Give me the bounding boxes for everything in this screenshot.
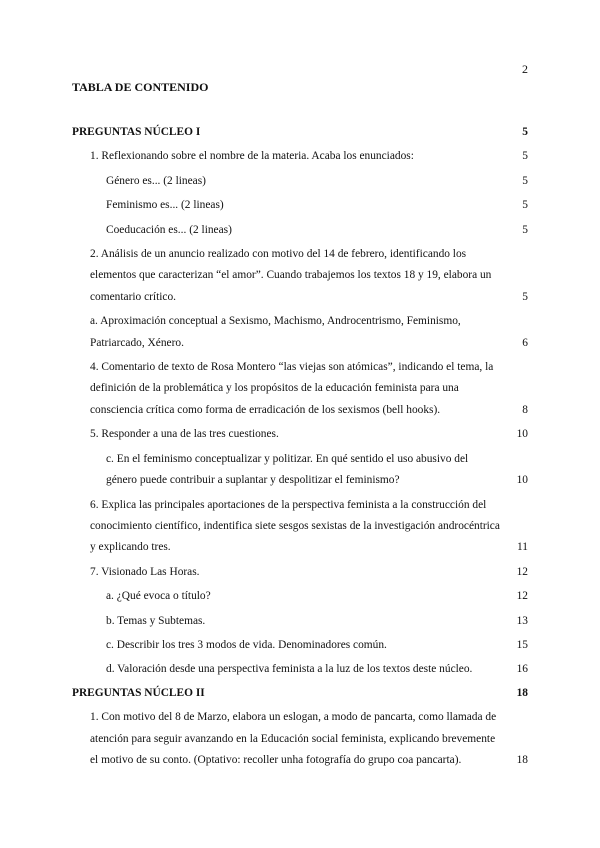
toc-entry-page: 5 bbox=[522, 223, 528, 236]
toc-entry-text: Género es... (2 lineas) bbox=[106, 174, 206, 187]
toc-entry-text: a. Aproximación conceptual a Sexismo, Machismo, Androcentrismo, Feminismo, Patriarcado, Xénero. bbox=[90, 315, 461, 349]
toc-entry[interactable] bbox=[72, 311, 528, 354]
toc-entry[interactable] bbox=[72, 220, 528, 241]
toc-entry[interactable] bbox=[72, 146, 528, 167]
toc-entry-text: 2. Análisis de un anuncio realizado con motivo del 14 de febrero, identificando los elementos que caracterizan “el amor”. Cuando trabajemos los textos 18 y 19, elabora un comentario crítico. bbox=[90, 248, 492, 303]
toc-entry-text: 6. Explica las principales aportaciones de la perspectiva feminista a la construcción del conocimiento científico, indentifica siete sesgos sexistas de la investigación androcéntrica y explicando tres. bbox=[90, 498, 500, 554]
toc-entry-text: c. En el feminismo conceptualizar y politizar. En qué sentido el uso abusivo del género puede contribuir a suplantar y despolitizar el feminismo? bbox=[106, 452, 469, 487]
toc-entry[interactable] bbox=[72, 195, 528, 216]
toc-entry-text: PREGUNTAS NÚCLEO I bbox=[72, 126, 201, 138]
toc-entry-nucleo-1[interactable] bbox=[72, 122, 528, 143]
toc-entry-page: 12 bbox=[516, 565, 528, 578]
toc-entry-page: 5 bbox=[522, 126, 528, 138]
toc-entry-text: c. Describir los tres 3 modos de vida. Denominadores común. bbox=[106, 638, 387, 651]
toc-entry-page: 18 bbox=[516, 686, 528, 699]
toc-entry[interactable] bbox=[72, 707, 528, 771]
toc-entry-page: 10 bbox=[516, 428, 528, 441]
toc-entry-page: 12 bbox=[516, 590, 528, 603]
toc-entry[interactable] bbox=[72, 424, 528, 445]
toc-entry[interactable] bbox=[72, 635, 528, 656]
toc-entry[interactable] bbox=[72, 449, 528, 492]
toc-entry-text: d. Valoración desde una perspectiva feminista a la luz de los textos deste núcleo. bbox=[106, 663, 473, 676]
page-number: 2 bbox=[522, 62, 528, 76]
toc-entry[interactable] bbox=[72, 562, 528, 583]
toc-entry-text: b. Temas y Subtemas. bbox=[106, 614, 206, 627]
toc-entry-text: Feminismo es... (2 lineas) bbox=[106, 199, 224, 212]
toc-entry-page: 15 bbox=[516, 638, 528, 651]
toc-entry[interactable] bbox=[72, 495, 528, 559]
toc-entry-page: 16 bbox=[516, 663, 528, 676]
toc-entry-page: 11 bbox=[517, 541, 528, 554]
toc-entry-page: 5 bbox=[522, 174, 528, 187]
toc-entry-page: 5 bbox=[522, 150, 528, 163]
toc-entry-page: 5 bbox=[522, 290, 528, 303]
toc-entry[interactable] bbox=[72, 586, 528, 607]
toc-entry-text: 5. Responder a una de las tres cuestiones. bbox=[90, 428, 279, 441]
toc-entry-page: 13 bbox=[516, 614, 528, 627]
toc-entry-text: 7. Visionado Las Horas. bbox=[90, 565, 200, 578]
toc-entry-nucleo-2[interactable] bbox=[72, 683, 528, 704]
toc-entry-text: Coeducación es... (2 lineas) bbox=[106, 223, 232, 236]
toc-entry[interactable] bbox=[72, 611, 528, 632]
toc-title: TABLA DE CONTENIDO bbox=[72, 80, 209, 94]
toc-entry-text: 1. Con motivo del 8 de Marzo, elabora un eslogan, a modo de pancarta, como llamada de atención para seguir avanzando en la Educación social feminista, explicando brevemente el motivo de su conto. (Optativo: recoller unha fotografía do grupo coa pancarta). bbox=[90, 711, 497, 766]
toc-entry-page: 10 bbox=[516, 474, 528, 487]
toc-entry[interactable] bbox=[72, 171, 528, 192]
toc-entry[interactable] bbox=[72, 244, 528, 308]
toc-entry[interactable] bbox=[72, 357, 528, 421]
toc-entry-text: 4. Comentario de texto de Rosa Montero “las viejas son atómicas”, indicando el tema, la definición de la problemática y los propósitos de la educación feminista para una consciencia crítica como forma de erradicación de los sexismos (bell hooks). bbox=[90, 361, 494, 416]
toc-entry-text: 1. Reflexionando sobre el nombre de la materia. Acaba los enunciados: bbox=[90, 150, 414, 163]
toc-entry[interactable] bbox=[72, 659, 528, 680]
toc-entry-page: 8 bbox=[522, 403, 528, 416]
toc-entry-page: 5 bbox=[522, 199, 528, 212]
toc-entry-page: 18 bbox=[516, 753, 528, 766]
toc-entry-text: PREGUNTAS NÚCLEO II bbox=[72, 686, 205, 699]
table-of-contents bbox=[72, 122, 528, 771]
toc-entry-page: 6 bbox=[522, 336, 528, 349]
toc-entry-text: a. ¿Qué evoca o título? bbox=[106, 590, 211, 603]
